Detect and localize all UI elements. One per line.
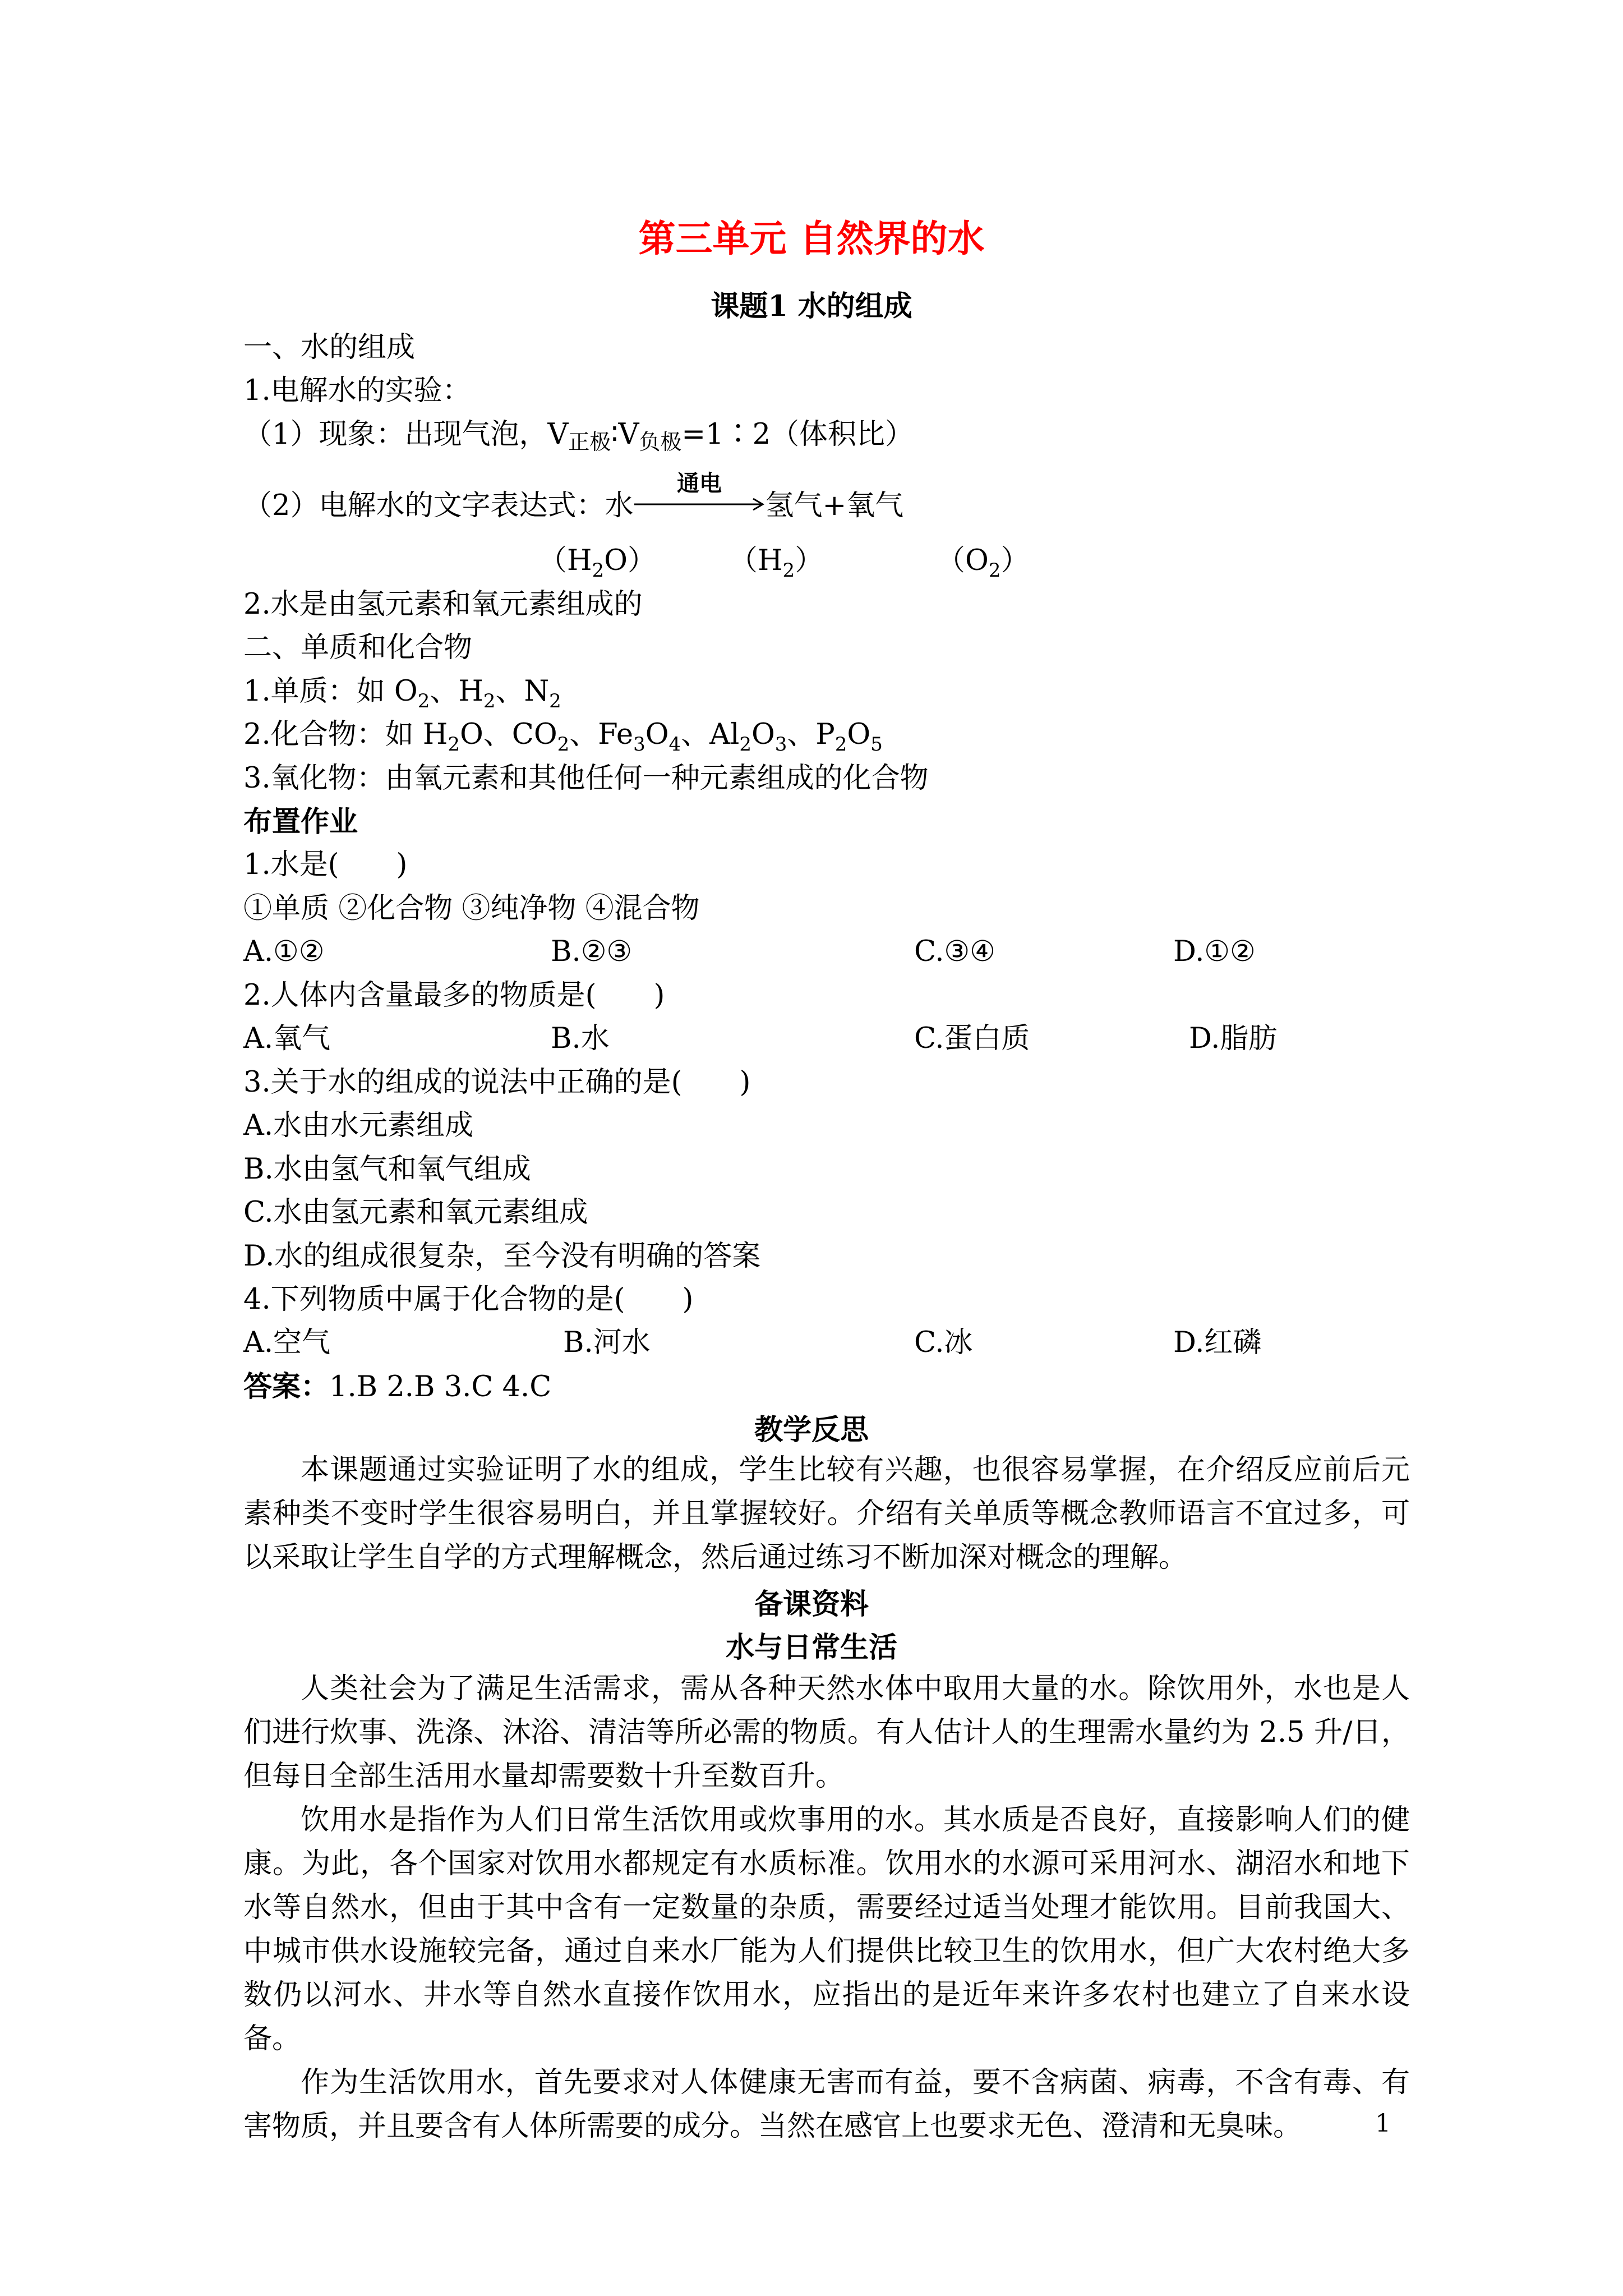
question-1-items: ①单质 ②化合物 ③纯净物 ④混合物	[243, 892, 700, 925]
question-3-option-b: B.水由氢气和氧气组成	[243, 1153, 531, 1186]
reflection-paragraph: 本课题通过实验证明了水的组成，学生比较有兴趣，也很容易掌握，在介绍反应前后元素种类不变时学生很容易明白，并且掌握较好。介绍有关单质等概念教师语言不宜过多，可以采取让学生自学的方式理解概念，然后通过练习不断加深对概念的理解。	[243, 1453, 1410, 1574]
article-paragraph: 人类社会为了满足生活需求，需从各种天然水体中取用大量的水。除饮用外，水也是人们进行炊事、洗涤、沐浴、清洁等所必需的物质。有人估计人的生理需水量约为 2.5 升/日，但每日全部生活用水量却需要数十升至数百升。	[243, 1672, 1410, 1793]
reaction-arrow	[633, 470, 765, 523]
section-heading: 二、单质和化合物	[243, 631, 473, 664]
arrow-icon	[633, 496, 765, 513]
question-4-options: A.空气 B.河水 C.冰 D.红磷	[243, 1326, 1262, 1359]
question-2-options: A.氧气 B.水 C.蛋白质 D.脂肪	[243, 1022, 1278, 1055]
lesson-title: 课题1 水的组成	[711, 289, 912, 323]
compound-definition: 2.化合物：如 $H_2O$、$CO_2$、$Fe_3O_4$、$Al_2O_3$、$P_2O_5$	[243, 718, 883, 756]
question-3-option-a: A.水由水元素组成	[243, 1109, 474, 1142]
prep-heading: 备课资料	[754, 1588, 869, 1621]
composition-statement: 2.水是由氢元素和氧元素组成的	[243, 588, 643, 621]
question-2: 2.人体内含量最多的物质是( )	[243, 979, 665, 1012]
formula-oxygen: $(O_2)$	[937, 544, 1030, 582]
article-paragraph: 饮用水是指作为人们日常生活饮用或炊事用的水。其水质是否良好，直接影响人们的健康。为此，各个国家对饮用水都规定有水质标准。饮用水的水源可采用河水、湖沼水和地下水等自然水，但由于其中含有一定数量的杂质，需要经过适当处理才能饮用。目前我国大、中城市供水设施较完备，通过自来水厂能为人们提供比较卫生的饮用水，但广大农村绝大多数仍以河水、井水等自然水直接作饮用水，应指出的是近年来许多农村也建立了自来水设备。	[243, 1803, 1410, 2055]
unit-title: 第三单元 自然界的水	[638, 217, 985, 260]
question-1-options: A.①② B.②③ C.③④ D.①②	[243, 935, 1256, 968]
question-4: 4.下列物质中属于化合物的是( )	[243, 1283, 694, 1316]
section-heading: 一、水的组成	[243, 331, 416, 364]
formula-water: $(H_2O)$	[538, 544, 656, 582]
word-equation: （2）电解水的文字表达式：水 通电 氢气+氧气	[243, 489, 903, 523]
experiment-title: 1.电解水的实验：	[243, 374, 471, 407]
answer-line: 答案：1.B 2.B 3.C 4.C	[243, 1370, 552, 1404]
reflection-heading: 教学反思	[754, 1413, 869, 1447]
article-body	[243, 1667, 1410, 2148]
question-3-option-c: C.水由氢元素和氧元素组成	[243, 1196, 588, 1229]
phenomenon-line: （1）现象：出现气泡，V正极∶V负极=1∶2（体积比）	[243, 418, 914, 454]
question-3: 3.关于水的组成的说法中正确的是( )	[243, 1066, 751, 1099]
homework-heading: 布置作业	[243, 805, 358, 839]
formula-hydrogen: $(H_2)$	[729, 544, 824, 582]
page-number: 1	[1375, 2109, 1391, 2138]
oxide-definition: 3.氧化物：由氧元素和其他任何一种元素组成的化合物	[243, 762, 929, 795]
article-paragraph: 作为生活饮用水，首先要求对人体健康无害而有益，要不含病菌、病毒，不含有毒、有害物质，并且要含有人体所需要的成分。当然在感官上也要求无色、澄清和无臭味。	[243, 2066, 1410, 2143]
article-title: 水与日常生活	[725, 1631, 897, 1664]
question-1: 1.水是( )	[243, 848, 408, 881]
reaction-condition: 通电	[676, 470, 722, 496]
element-definition: 1.单质：如 $O_2$、$H_2$、$N_2$	[243, 675, 561, 712]
question-3-option-d: D.水的组成很复杂，至今没有明确的答案	[243, 1240, 761, 1273]
